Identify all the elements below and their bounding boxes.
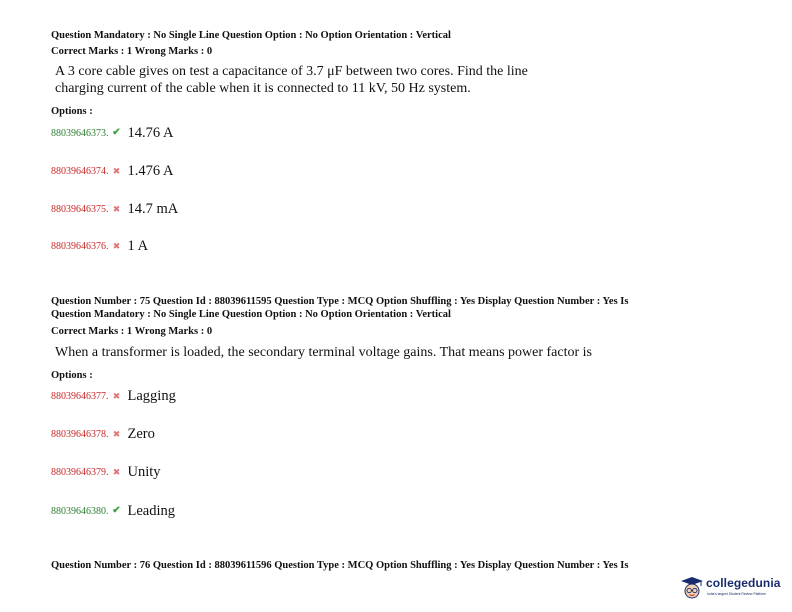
option-text: Leading — [127, 502, 176, 519]
option-text: Unity — [127, 463, 161, 480]
option-row — [51, 199, 178, 219]
option-text: 14.7 mA — [127, 200, 179, 217]
option-id: 88039646373. — [51, 127, 109, 139]
option-row — [51, 424, 155, 444]
option-id: 88039646375. — [51, 203, 109, 215]
question-text: When a transformer is loaded, the secondary terminal voltage gains. That means power factor is — [55, 345, 592, 360]
option-row — [51, 161, 173, 181]
option-row — [51, 462, 161, 482]
option-id: 88039646377. — [51, 390, 109, 402]
options-label: Options : — [51, 370, 93, 381]
option-text: Zero — [127, 425, 155, 442]
logo-tagline: India's largest Student Review Platform — [707, 592, 767, 596]
option-text: 1.476 A — [127, 162, 174, 179]
cross-icon: ✖ — [112, 165, 121, 176]
option-id: 88039646379. — [51, 466, 109, 478]
question-meta-line: Question Mandatory : No Single Line Question Option : No Option Orientation : Vertical — [51, 30, 451, 41]
options-label: Options : — [51, 106, 93, 117]
option-text: 1 A — [127, 237, 149, 254]
graduate-mascot-icon — [680, 576, 704, 602]
option-row — [51, 386, 176, 406]
cross-icon: ✖ — [112, 390, 121, 401]
marks-line: Correct Marks : 1 Wrong Marks : 0 — [51, 326, 213, 337]
logo-wordmark: collegedunia — [706, 576, 781, 590]
option-id: 88039646378. — [51, 428, 109, 440]
option-text: 14.76 A — [127, 124, 174, 141]
option-id: 88039646374. — [51, 165, 109, 177]
marks-line: Correct Marks : 1 Wrong Marks : 0 — [51, 46, 213, 57]
option-id: 88039646376. — [51, 240, 109, 252]
question-text-line2: charging current of the cable when it is connected to 11 kV, 50 Hz system. — [55, 81, 471, 96]
question-header: Question Number : 76 Question Id : 88039611596 Question Type : MCQ Option Shuffling : Yes Display Question Number : Yes Is — [51, 560, 629, 571]
cross-icon: ✖ — [112, 428, 121, 439]
option-text: Lagging — [127, 387, 176, 404]
question-header: Question Number : 75 Question Id : 88039611595 Question Type : MCQ Option Shuffling : Yes Display Question Number : Yes Is — [51, 296, 629, 307]
check-icon: ✔ — [112, 505, 121, 516]
collegedunia-logo — [680, 574, 788, 604]
option-id: 88039646380. — [51, 505, 109, 517]
question-meta-line: Question Mandatory : No Single Line Question Option : No Option Orientation : Vertical — [51, 309, 451, 320]
cross-icon: ✖ — [112, 203, 121, 214]
cross-icon: ✖ — [112, 466, 121, 477]
cross-icon: ✖ — [112, 240, 121, 251]
question-text-line1: A 3 core cable gives on test a capacitance of 3.7 μF between two cores. Find the line — [55, 64, 528, 79]
option-row — [51, 123, 173, 143]
option-row — [51, 501, 175, 521]
option-row — [51, 236, 148, 256]
check-icon: ✔ — [112, 127, 121, 138]
